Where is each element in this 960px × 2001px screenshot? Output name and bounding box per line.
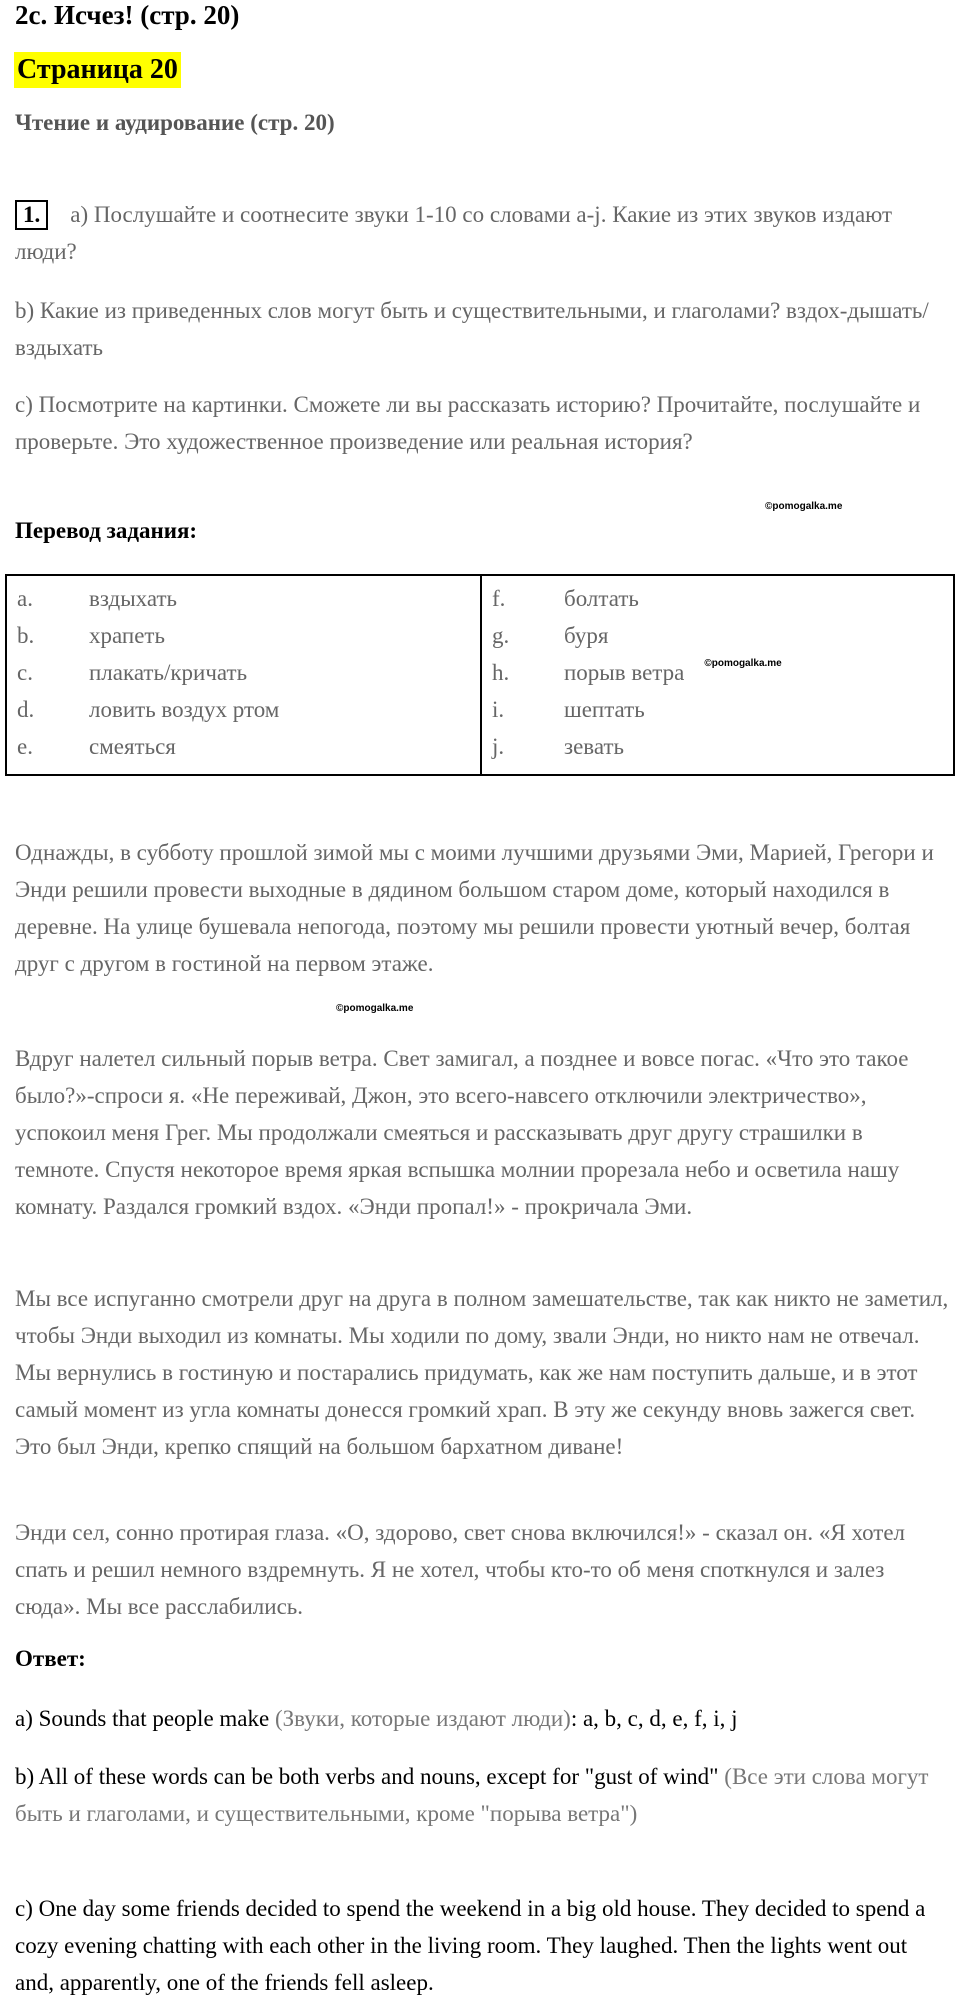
vocab-letter: b. (17, 623, 35, 648)
story-paragraph: Энди сел, сонно протирая глаза. «О, здорово, свет снова включился!» - сказал он. «Я хотел спать и решил немного вздремнуть. Я не хотел, чтобы кто-то об меня споткнулся и залез сюда». Мы все расслабились. (15, 1520, 906, 1619)
vocab-row (17, 691, 480, 728)
vocab-word: ловить воздух ртом (89, 697, 280, 722)
task-number-box: 1. (15, 200, 48, 230)
vocab-word: вздыхать (89, 586, 178, 611)
vocab-letter: h. (492, 660, 510, 685)
vocab-letter: a. (17, 586, 33, 611)
vocab-letter: g. (492, 623, 510, 648)
story-paragraph: Однажды, в субботу прошлой зимой мы с моими лучшими друзьями Эми, Марией, Грегори и Энди решили провести выходные в дядином большом старом доме, который находился в деревне. На улице бушевала непогода, поэтому мы решили провести уютный вечер, болтая друг с другом в гостиной на первом этаже. (15, 840, 934, 976)
answer-heading: Ответ: (15, 1646, 86, 1671)
vocab-row (492, 654, 953, 691)
vocab-word: смеяться (89, 734, 176, 759)
vocab-word: шептать (564, 697, 645, 722)
page-number-highlight: Страница 20 (14, 52, 181, 88)
vocab-column-right (480, 576, 953, 774)
task-a (15, 196, 950, 270)
vocab-word: зевать (564, 734, 625, 759)
watermark: ©pomogalka.me (336, 1003, 414, 1014)
vocab-letter: c. (17, 660, 33, 685)
task-c: c) Посмотрите на картинки. Сможете ли вы рассказать историю? Прочитайте, послушайте и проверьте. Это художественное произведение или реальная история? (15, 392, 921, 454)
vocab-letter: j. (492, 734, 505, 759)
vocab-row (492, 617, 953, 654)
answer-c: c) One day some friends decided to spend the weekend in a big old house. They decided to spend a cozy evening chatting with each other in the living room. They laughed. Then the lights went out and, apparently, one of the friends fell asleep. (15, 1896, 926, 1995)
answer-b (15, 1758, 950, 1832)
vocab-row (17, 654, 480, 691)
watermark: ©pomogalka.me (704, 658, 782, 669)
answer-a-russian: (Звуки, которые издают люди) (274, 1706, 571, 1731)
vocab-row (492, 691, 953, 728)
task-b: b) Какие из приведенных слов могут быть и существительными, и глаголами? вздох-дышать/вздыхать (15, 298, 929, 360)
answer-b-english: b) All of these words can be both verbs and nouns, except for "gust of wind" (15, 1764, 725, 1789)
vocab-row (492, 728, 953, 765)
vocab-row (17, 617, 480, 654)
vocab-row (492, 580, 953, 617)
vocab-table (5, 574, 955, 776)
watermark: ©pomogalka.me (765, 501, 843, 512)
vocab-letter: e. (17, 734, 33, 759)
vocab-word: буря (564, 623, 609, 648)
answer-a (15, 1700, 950, 1737)
vocab-letter: f. (492, 586, 506, 611)
vocab-letter: d. (17, 697, 35, 722)
vocab-row (17, 728, 480, 765)
vocab-word: плакать/кричать (89, 660, 248, 685)
story-paragraph: Вдруг налетел сильный порыв ветра. Свет замигал, а позднее и вовсе погас. «Что это такое было?»-спроси я. «Не переживай, Джон, это всего-навсего отключили электричество», успокоил меня Грег. Мы продолжали смеяться и рассказывать друг другу страшилки в темноте. Спустя некоторое время яркая вспышка молнии прорезала небо и осветила нашу комнату. Раздался громкий вздох. «Энди пропал!» - прокричала Эми. (15, 1046, 909, 1219)
answer-b-russian: (Все эти слова могут быть и глаголами, и существительными, кроме "порыва ветра") (15, 1764, 929, 1826)
vocab-letter: i. (492, 697, 505, 722)
vocab-word: храпеть (89, 623, 165, 648)
vocab-word: болтать (564, 586, 639, 611)
vocab-word: порыв ветра (564, 660, 685, 685)
translation-heading: Перевод задания: (15, 518, 198, 543)
section-subtitle: Чтение и аудирование (стр. 20) (15, 110, 335, 135)
answer-a-english: a) Sounds that people make (15, 1706, 275, 1731)
vocab-row (17, 580, 480, 617)
answer-a-letters: : a, b, c, d, e, f, i, j (570, 1706, 738, 1731)
page-title: 2c. Исчез! (стр. 20) (15, 0, 240, 30)
vocab-column-left (7, 576, 480, 774)
story-paragraph: Мы все испуганно смотрели друг на друга в полном замешательстве, так как никто не заметил, чтобы Энди выходил из комнаты. Мы ходили по дому, звали Энди, но никто нам не отвечал. Мы вернулись в гостиную и постарались придумать, как же нам поступить дальше, и в этот самый момент из угла комнаты донесся громкий храп. В эту же секунду вновь зажегся свет. Это был Энди, крепко спящий на большом бархатном диване! (15, 1286, 949, 1459)
task-a-text: a) Послушайте и соотнесите звуки 1-10 со словами a-j. Какие из этих звуков издают люди? (15, 202, 893, 264)
